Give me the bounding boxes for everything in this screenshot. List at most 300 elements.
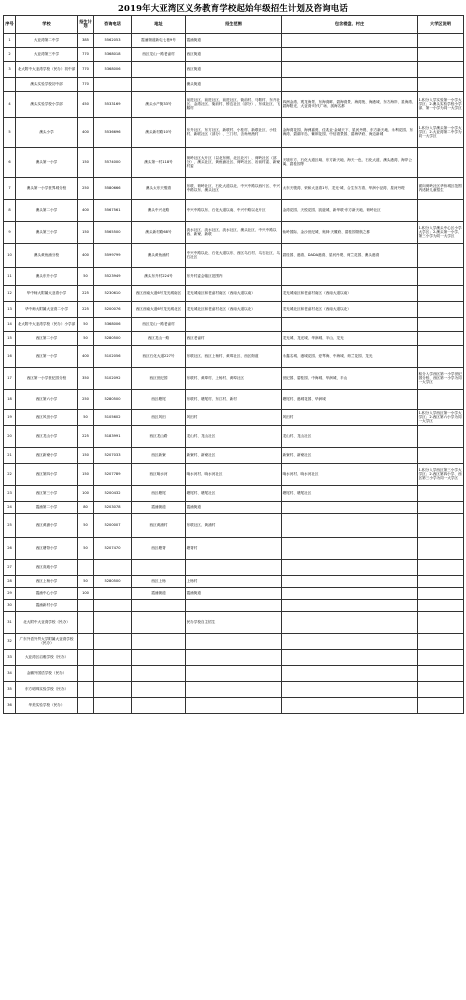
cell-note xyxy=(418,633,464,649)
cell-school: 东方明珠实验学校（民办） xyxy=(16,681,78,697)
cell-range: 中兴中路以东、石化大道以南、中兴中路以北片区 xyxy=(186,199,282,221)
cell-plan: 400 xyxy=(78,345,94,367)
cell-phone: 5183991 xyxy=(94,425,132,447)
cell-estates xyxy=(282,611,418,633)
table-body xyxy=(4,33,464,713)
cell-school: 澳头黄鱼涌分校 xyxy=(16,243,78,267)
cell-range: 前进社区、前进社区、前进社区、衙前村、马鞍村、东升社区、金湾社区、衙前村、桥边社区（部分）、东成社区、飞鹅村 xyxy=(186,91,282,117)
cell-school: 西区龙山小学 xyxy=(16,425,78,447)
header-school: 学校 xyxy=(16,16,78,34)
cell-address: 西区黄浦村 xyxy=(132,513,186,537)
cell-address: 霞涌街道 xyxy=(132,587,186,599)
table-row xyxy=(4,47,464,61)
cell-no: 8 xyxy=(4,199,16,221)
table-row xyxy=(4,267,464,285)
cell-no: 18 xyxy=(4,389,16,409)
cell-estates xyxy=(282,61,418,77)
cell-address: 澳头太东天骏湾 xyxy=(132,177,186,199)
cell-plan: 400 xyxy=(78,117,94,147)
cell-school: 华美实验学校（民办） xyxy=(16,697,78,713)
table-row xyxy=(4,575,464,587)
cell-estates xyxy=(282,587,418,599)
table-row xyxy=(4,199,464,221)
cell-address: 霞涌街道新屯七巷9号 xyxy=(132,33,186,47)
cell-estates xyxy=(282,559,418,575)
cell-range: 新寮村、新寮社区 xyxy=(186,447,282,463)
cell-note xyxy=(418,47,464,61)
cell-estates xyxy=(282,513,418,537)
cell-plan: 400 xyxy=(78,243,94,267)
table-row xyxy=(4,345,464,367)
cell-plan: 385 xyxy=(78,33,94,47)
cell-no: 5 xyxy=(4,117,16,147)
cell-no: 13 xyxy=(4,301,16,317)
cell-note: 1.积分入学澳头中心区小学大学区；2.澳头第一小学、第三小学为同一大学区 xyxy=(418,221,464,243)
cell-address xyxy=(132,599,186,611)
cell-address: 西区塘尾 xyxy=(132,389,186,409)
header-range: 招生范围 xyxy=(186,16,282,34)
cell-note xyxy=(418,501,464,513)
cell-school: 西区第一小学 xyxy=(16,345,78,367)
cell-school: 西区第二小学 xyxy=(16,331,78,345)
cell-phone: 5368018 xyxy=(94,47,132,61)
cell-range xyxy=(186,649,282,665)
cell-phone: 5536696 xyxy=(94,117,132,147)
cell-address xyxy=(132,633,186,649)
cell-estates xyxy=(282,575,418,587)
cell-school: 西区风田小学 xyxy=(16,409,78,425)
table-row xyxy=(4,301,464,317)
table-row xyxy=(4,665,464,681)
cell-note: 面向荷岭社区华侨城区范围内适龄儿童招生 xyxy=(418,177,464,199)
cell-address: 澳头第一村118号 xyxy=(132,147,186,177)
cell-estates: 金湾花园、天悦花园、凯旋城、新华联·东方新天地、荷岭社区 xyxy=(282,199,418,221)
cell-plan: 150 xyxy=(78,463,94,485)
cell-estates: 永鑫名城、港城花园、爱琴海、中海城、荷兰花园、龙光 xyxy=(282,345,418,367)
cell-range: 东升社区、东方社区、新联村、小桂村、新联社区、小桂村、新联社区（部分）、三门村、含角州渔村 xyxy=(186,117,282,147)
cell-school: 西区第四小学 xyxy=(16,463,78,485)
header-phone: 咨询电话 xyxy=(94,16,132,34)
cell-address: 西区风田 xyxy=(132,409,186,425)
cell-no: 34 xyxy=(4,665,16,681)
cell-note xyxy=(418,599,464,611)
cell-range xyxy=(186,559,282,575)
header-address: 地址 xyxy=(132,16,186,34)
cell-school: 西区高迪小学 xyxy=(16,559,78,575)
cell-note xyxy=(418,513,464,537)
cell-address: 西区龙山一路 xyxy=(132,331,186,345)
cell-no: 4 xyxy=(4,91,16,117)
cell-estates: 太东天骏湾、荣和大亚湾1号、龙光·城、合生东方湾、华润小径湾、星河丹堤 xyxy=(282,177,418,199)
cell-note xyxy=(418,611,464,633)
cell-note xyxy=(418,243,464,267)
cell-no: 12 xyxy=(4,285,16,301)
cell-note xyxy=(418,425,464,447)
cell-phone: 5230610 xyxy=(94,285,132,301)
cell-plan: 770 xyxy=(78,47,94,61)
cell-range: 西区街道 xyxy=(186,61,282,77)
cell-no: 23 xyxy=(4,485,16,501)
cell-estates: 风田村 xyxy=(282,409,418,425)
cell-range xyxy=(186,697,282,713)
table-row xyxy=(4,221,464,243)
cell-address xyxy=(132,77,186,91)
cell-range: 龙山村、龙山社区 xyxy=(186,425,282,447)
cell-note xyxy=(418,77,464,91)
cell-no: 7 xyxy=(4,177,16,199)
cell-no: 19 xyxy=(4,409,16,425)
cell-phone: 5200007 xyxy=(94,513,132,537)
cell-range: 霞涌街道 xyxy=(186,33,282,47)
cell-plan xyxy=(78,697,94,713)
cell-no: 1 xyxy=(4,33,16,47)
cell-phone xyxy=(94,649,132,665)
cell-range: 民办学校自主招生 xyxy=(186,611,282,633)
table-row xyxy=(4,367,464,389)
cell-plan: 250 xyxy=(78,389,94,409)
cell-estates: 塘尾村、港城花园、华润城 xyxy=(282,389,418,409)
cell-range xyxy=(186,317,282,331)
cell-estates: 世纪园、碧桂园、中海城、华润城、半山 xyxy=(282,367,418,389)
cell-no xyxy=(4,77,16,91)
cell-no: 3 xyxy=(4,61,16,77)
cell-range: 霞涌街道 xyxy=(186,587,282,599)
cell-range: 中兴中路以北、石化大道以东、西区乌石村、乌石社区、乌石社区 xyxy=(186,243,282,267)
cell-plan xyxy=(78,681,94,697)
cell-address xyxy=(132,61,186,77)
table-row xyxy=(4,389,464,409)
cell-estates xyxy=(282,633,418,649)
cell-school: 澳头第一小学 xyxy=(16,147,78,177)
cell-range: 东联社区、西区上杨村、黄埠社区、西区街道 xyxy=(186,345,282,367)
cell-plan: 50 xyxy=(78,409,94,425)
cell-no: 24 xyxy=(4,501,16,513)
cell-range: 淡水社区、淡水社区、淡水社区、澳头社区、中兴中路以西、新寮、新联 xyxy=(186,221,282,243)
cell-school: 澳头第一小学世界城分校 xyxy=(16,177,78,199)
cell-range: 龙光城南区和老畲村南区（西南大道以南） xyxy=(186,285,282,301)
cell-no: 14 xyxy=(4,317,16,331)
cell-no: 28 xyxy=(4,575,16,587)
table-row xyxy=(4,633,464,649)
cell-address: 西区龙山一路老畲村 xyxy=(132,47,186,61)
cell-address: 澳头新村路10号 xyxy=(132,117,186,147)
cell-plan: 50 xyxy=(78,317,94,331)
cell-range: 荷岭社区大片区（以北东侧、北区北片）、荷岭社区（部分）、澳头社区、黄鱼涌社区、荷岭社区、岩前村委、新寮村委 xyxy=(186,147,282,177)
cell-estates: 塘尾村、塘尾社区 xyxy=(282,485,418,501)
cell-range: 澳头街道 xyxy=(186,77,282,91)
cell-plan: 50 xyxy=(78,267,94,285)
cell-address xyxy=(132,697,186,713)
cell-address xyxy=(132,681,186,697)
cell-plan: 50 xyxy=(78,513,94,537)
cell-phone: 5280500 xyxy=(94,331,132,345)
cell-school: 大亚湾区启雅学校（民办） xyxy=(16,649,78,665)
cell-school: 大亚湾第三中学 xyxy=(16,47,78,61)
enrollment-table xyxy=(3,15,464,714)
cell-plan: 225 xyxy=(78,425,94,447)
cell-phone: 5207789 xyxy=(94,463,132,485)
cell-phone xyxy=(94,681,132,697)
table-row xyxy=(4,485,464,501)
cell-plan: 225 xyxy=(78,285,94,301)
cell-note xyxy=(418,147,464,177)
cell-phone: 5200432 xyxy=(94,485,132,501)
cell-school: 西区上杨小学 xyxy=(16,575,78,587)
table-row xyxy=(4,681,464,697)
cell-estates: 响水河村、响水河社区 xyxy=(282,463,418,485)
cell-range: 西区街道 xyxy=(186,47,282,61)
table-row xyxy=(4,317,464,331)
cell-range xyxy=(186,681,282,697)
cell-school: 西区新寮小学 xyxy=(16,447,78,463)
cell-no: 16 xyxy=(4,345,16,367)
cell-estates xyxy=(282,267,418,285)
cell-no: 17 xyxy=(4,367,16,389)
cell-note: 1.积分入学实验第一小学大学区；2.澳头实验学校小学部、第一小学为同一大学区 xyxy=(418,91,464,117)
cell-range: 风田村 xyxy=(186,409,282,425)
cell-school: 北大附中大亚湾学校（民办） xyxy=(16,611,78,633)
cell-phone: 5599799 xyxy=(94,243,132,267)
cell-plan: 100 xyxy=(78,485,94,501)
cell-plan: 50 xyxy=(78,331,94,345)
cell-note xyxy=(418,267,464,285)
cell-no: 22 xyxy=(4,463,16,485)
cell-note: 1.积分入学西区第三小学大学区；2.西区第四小学、西区第三小学为同一大学区 xyxy=(418,463,464,485)
cell-phone: 5574000 xyxy=(94,147,132,177)
cell-phone xyxy=(94,77,132,91)
cell-phone: 5207033 xyxy=(94,447,132,463)
cell-estates: 新寮村、新寮社区 xyxy=(282,447,418,463)
cell-no: 25 xyxy=(4,513,16,537)
cell-school: 华中师大附属大亚湾小学 xyxy=(16,285,78,301)
cell-address: 澳头新村路68号 xyxy=(132,221,186,243)
cell-plan: 50 xyxy=(78,537,94,559)
cell-school: 西区第三小学 xyxy=(16,485,78,501)
cell-no: 15 xyxy=(4,331,16,345)
cell-phone xyxy=(94,611,132,633)
cell-plan: 150 xyxy=(78,447,94,463)
table-header-row xyxy=(4,16,464,34)
cell-no: 36 xyxy=(4,697,16,713)
cell-phone: 5280500 xyxy=(94,575,132,587)
cell-no: 33 xyxy=(4,649,16,665)
cell-range: 东升村委会辖区范围内 xyxy=(186,267,282,285)
cell-address: 西区西南大道6号龙光城南区 xyxy=(132,285,186,301)
cell-note xyxy=(418,575,464,587)
cell-phone xyxy=(94,665,132,681)
cell-range xyxy=(186,633,282,649)
cell-range: 东联、荷岭社区、石化大道以北、中兴中路以西片区、中兴中路以东、澳头社区 xyxy=(186,177,282,199)
cell-school: 西区黄浦小学 xyxy=(16,513,78,537)
cell-estates xyxy=(282,697,418,713)
cell-note: 1.积分入学澳头第一小学大学区；2.大亚湾第二中学为同一大学区 xyxy=(418,117,464,147)
table-row xyxy=(4,61,464,77)
cell-range: 东联村、黄埠村、上杨村、黄埠社区 xyxy=(186,367,282,389)
cell-range: 龙光城北区和老畲村北区（西南大道以北） xyxy=(186,301,282,317)
cell-plan: 770 xyxy=(78,61,94,77)
cell-note xyxy=(418,317,464,331)
cell-school: 广东外语外贸大学附属大亚湾学校（民办） xyxy=(16,633,78,649)
cell-address xyxy=(132,649,186,665)
cell-no: 30 xyxy=(4,599,16,611)
cell-phone: 5280500 xyxy=(94,389,132,409)
cell-no: 6 xyxy=(4,147,16,177)
cell-address: 西区石化大道227号 xyxy=(132,345,186,367)
cell-plan xyxy=(78,611,94,633)
cell-school: 澳头东升小学 xyxy=(16,267,78,285)
cell-school: 西区第一小学世纪园分校 xyxy=(16,367,78,389)
cell-estates: 龙光城南区和老畲村南区（西南大道以南） xyxy=(282,285,418,301)
cell-school: 金鹏外国语学校（民办） xyxy=(16,665,78,681)
cell-school: 澳头实验学校小学部 xyxy=(16,91,78,117)
cell-school: 霞涌第二小学 xyxy=(16,501,78,513)
cell-phone: 5368006 xyxy=(94,61,132,77)
cell-address: 西区塘背 xyxy=(132,537,186,559)
table-row xyxy=(4,463,464,485)
table-row xyxy=(4,285,464,301)
cell-note xyxy=(418,389,464,409)
cell-address: 西区西南大道6号龙光城北区 xyxy=(132,301,186,317)
table-row xyxy=(4,77,464,91)
table-row xyxy=(4,513,464,537)
cell-range: 霞涌街道 xyxy=(186,501,282,513)
cell-address: 霞涌街道 xyxy=(132,501,186,513)
cell-phone: 5368006 xyxy=(94,317,132,331)
cell-phone: 5567561 xyxy=(94,199,132,221)
cell-school: 霞涌新村小学 xyxy=(16,599,78,611)
cell-school: 北大附中大亚湾学校（民办）小学部 xyxy=(16,317,78,331)
cell-plan: 50 xyxy=(78,575,94,587)
table-row xyxy=(4,559,464,575)
cell-range: 塘尾村、塘尾社区 xyxy=(186,485,282,501)
cell-note xyxy=(418,199,464,221)
table-row xyxy=(4,649,464,665)
table-row xyxy=(4,587,464,599)
cell-phone: 5203078 xyxy=(94,501,132,513)
cell-note xyxy=(418,681,464,697)
cell-note xyxy=(418,33,464,47)
cell-estates xyxy=(282,537,418,559)
cell-school: 北大附中大亚湾学校（民办）初中部 xyxy=(16,61,78,77)
cell-note xyxy=(418,485,464,501)
cell-address: 西区世纪园 xyxy=(132,367,186,389)
cell-no: 10 xyxy=(4,243,16,267)
cell-address: 澳头中兴北路 xyxy=(132,199,186,221)
cell-address: 西区塘尾 xyxy=(132,485,186,501)
table-row xyxy=(4,147,464,177)
cell-no: 2 xyxy=(4,47,16,61)
cell-plan: 225 xyxy=(78,301,94,317)
cell-plan: 150 xyxy=(78,147,94,177)
cell-address: 澳头水产街33号 xyxy=(132,91,186,117)
cell-no: 26 xyxy=(4,537,16,559)
table-row xyxy=(4,501,464,513)
cell-address: 西区新寮 xyxy=(132,447,186,463)
cell-no: 32 xyxy=(4,633,16,649)
cell-plan: 400 xyxy=(78,199,94,221)
cell-phone: 5562053 xyxy=(94,33,132,47)
cell-phone: 5207470 xyxy=(94,537,132,559)
cell-address xyxy=(132,559,186,575)
header-plan: 招生计划 xyxy=(78,16,94,34)
cell-note xyxy=(418,665,464,681)
cell-range: 响水河村、响水河社区 xyxy=(186,463,282,485)
cell-school: 华中师大附属大亚湾二小学 xyxy=(16,301,78,317)
cell-range xyxy=(186,599,282,611)
cell-estates xyxy=(282,317,418,331)
cell-address xyxy=(132,665,186,681)
cell-plan xyxy=(78,633,94,649)
cell-address: 澳头东升村224号 xyxy=(132,267,186,285)
table-row xyxy=(4,409,464,425)
cell-estates: 龙光城、龙光城、华润城、半山、龙光 xyxy=(282,331,418,345)
cell-estates xyxy=(282,649,418,665)
cell-plan: 150 xyxy=(78,221,94,243)
header-estates: 包含楼盘、村庄 xyxy=(282,16,418,34)
table-row xyxy=(4,447,464,463)
cell-plan: 770 xyxy=(78,77,94,91)
document-title: 2019年大亚湾区义务教育学校起始年级招生计划及咨询电话 xyxy=(118,3,348,13)
cell-estates xyxy=(282,47,418,61)
table-row xyxy=(4,697,464,713)
cell-phone: 5565500 xyxy=(94,221,132,243)
cell-plan: 80 xyxy=(78,501,94,513)
cell-phone: 5580666 xyxy=(94,177,132,199)
cell-address: 西区响水河 xyxy=(132,463,186,485)
cell-estates xyxy=(282,599,418,611)
cell-note xyxy=(418,587,464,599)
cell-plan xyxy=(78,599,94,611)
cell-phone xyxy=(94,559,132,575)
cell-estates: 龙山村、龙山社区 xyxy=(282,425,418,447)
cell-estates: 金海湾花园、海洲嘉苑、佳兆业·金域天下、星河丹堤、东方新天地、永利花园、东海湾、碧湖半岛、紫荆花园、中信湾景园、碧海华府、海边新城 xyxy=(282,117,418,147)
cell-note: 积分入学西区第一小学世纪园分校、西区第一小学为同一大学区 xyxy=(418,367,464,389)
cell-address: 西区上杨 xyxy=(132,575,186,587)
cell-estates: 仙岭国际、金沙世纪城、奥林·天麓府、碧桂园领航之都 xyxy=(282,221,418,243)
cell-school: 澳头第三小学 xyxy=(16,221,78,243)
cell-school: 西区塘背小学 xyxy=(16,537,78,559)
cell-estates xyxy=(282,501,418,513)
table-row xyxy=(4,177,464,199)
cell-range: 西区老畲村 xyxy=(186,331,282,345)
cell-note: 1.积分入学西区第一小学大学区；2.西区第六小学为同一大学区 xyxy=(418,410,462,424)
cell-estates: 四洲金湾、观龙海景、东海湾畔、碧海湾景、海湾苑、海港城、东方海岸、星海湾、碧海阳光、大亚湾·时代广场、滨海名都 xyxy=(282,91,418,117)
table-row xyxy=(4,91,464,117)
cell-phone xyxy=(94,697,132,713)
cell-note xyxy=(418,285,464,301)
cell-note xyxy=(418,301,464,317)
cell-plan: 350 xyxy=(78,367,94,389)
cell-phone: 5533169 xyxy=(94,91,132,117)
cell-address: 西区龙山路 xyxy=(132,425,186,447)
cell-range: 东联社区、黄浦村 xyxy=(186,513,282,537)
cell-no: 11 xyxy=(4,267,16,285)
cell-phone: 5200076 xyxy=(94,301,132,317)
cell-no: 21 xyxy=(4,447,16,463)
cell-phone xyxy=(94,599,132,611)
cell-note xyxy=(418,559,464,575)
cell-plan: 250 xyxy=(78,177,94,199)
table-row xyxy=(4,33,464,47)
cell-phone xyxy=(94,633,132,649)
cell-range: 上杨村 xyxy=(186,575,282,587)
cell-plan xyxy=(78,665,94,681)
table-row xyxy=(4,599,464,611)
table-row xyxy=(4,537,464,559)
cell-estates: 碧桂园、港湾、DADA港湾、星河丹堤、荷兰花园、澳头港湾 xyxy=(282,243,418,267)
cell-plan xyxy=(78,649,94,665)
table-row xyxy=(4,611,464,633)
